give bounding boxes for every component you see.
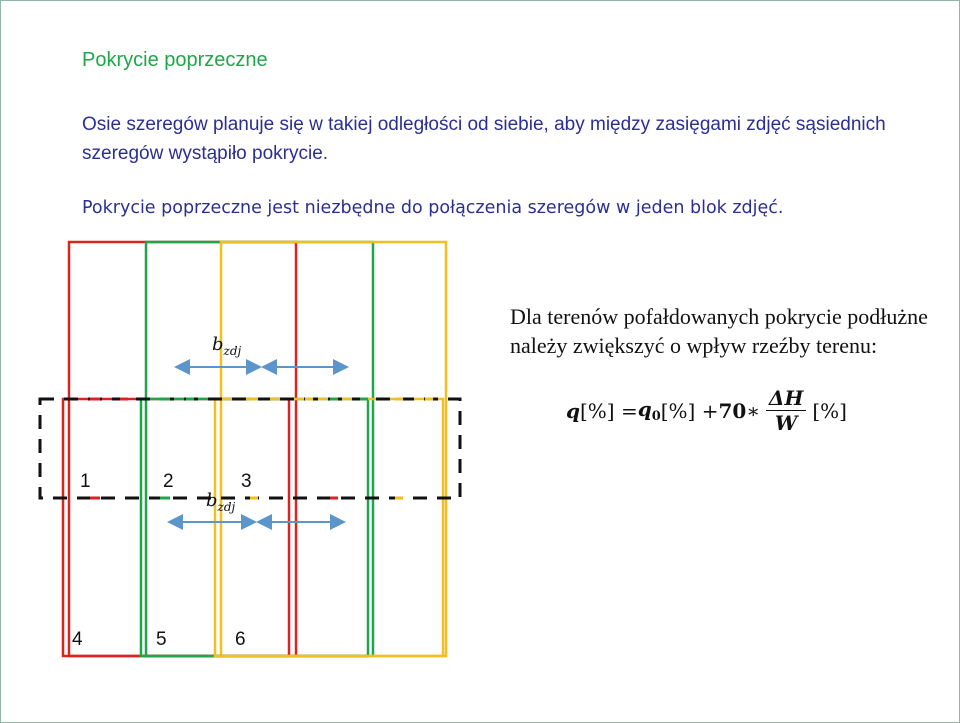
photo-frame-red-top bbox=[69, 242, 296, 656]
strip-number-5: 5 bbox=[156, 629, 167, 650]
formula-pct-mid: [%] + bbox=[660, 398, 719, 423]
strip-number-4: 4 bbox=[72, 629, 83, 650]
relief-note: Dla terenów pofałdowanych pokrycie podłużne należy zwiększyć o wpływ rzeźby terenu: bbox=[510, 304, 928, 358]
formula-q0: q bbox=[637, 397, 652, 421]
photo-frame-red-bottom bbox=[63, 399, 289, 656]
photo-frame-yellow-bottom bbox=[215, 399, 443, 656]
strip-number-1: 1 bbox=[80, 471, 91, 492]
formula-numerator: ΔH bbox=[768, 386, 804, 410]
strip-number-2: 2 bbox=[163, 471, 174, 492]
photo-frame-green-top bbox=[146, 242, 373, 656]
photo-frame-green-bottom bbox=[141, 399, 368, 656]
formula-denominator: W bbox=[774, 411, 798, 435]
purpose-paragraph: Pokrycie poprzeczne jest niezbędne do połączenia szeregów w jeden blok zdjęć. bbox=[82, 198, 784, 218]
formula-times: ∗ bbox=[746, 398, 760, 423]
strip-number-6: 6 bbox=[235, 629, 246, 650]
slide-title: Pokrycie poprzeczne bbox=[82, 49, 268, 71]
b-zdj-label-lower: $b_{zdj}$ bbox=[206, 490, 236, 514]
formula-constant: 70 bbox=[718, 398, 747, 423]
formula-pct-open: [%] = bbox=[579, 398, 638, 423]
formula-fraction bbox=[766, 386, 806, 435]
photo-frame-yellow-top bbox=[221, 242, 446, 656]
intro-paragraph: Osie szeregów planuje się w takiej odległości od siebie, aby między zasięgami zdjęć sąsiednich szeregów wystąpiło pokrycie. bbox=[82, 114, 886, 164]
formula-q: q bbox=[566, 398, 580, 423]
formula-pct-end: [%] bbox=[812, 398, 847, 423]
formula-q0-sub: 0 bbox=[651, 409, 661, 424]
overlap-formula bbox=[566, 386, 847, 435]
b-zdj-label-upper: $b_{zdj}$ bbox=[212, 334, 242, 358]
strip-number-3: 3 bbox=[241, 471, 252, 492]
